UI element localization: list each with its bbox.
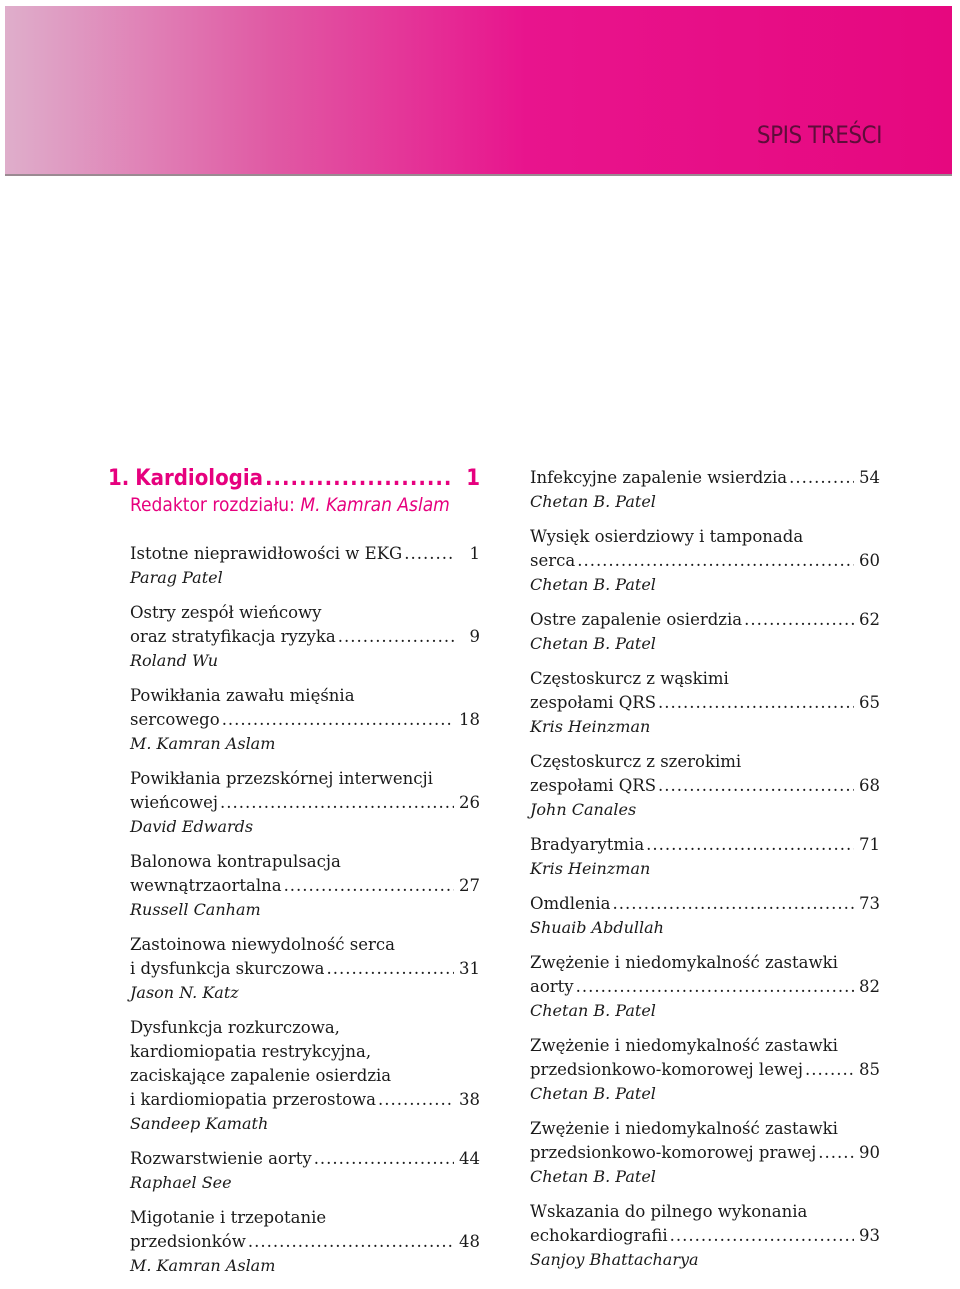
dot-leader (613, 892, 854, 916)
entry-title: sercowego (130, 710, 220, 729)
page-number: 82 (859, 977, 880, 996)
entry-link[interactable] (130, 874, 480, 898)
page-number: 27 (459, 876, 480, 895)
entry-link[interactable] (130, 708, 480, 732)
page-number: 26 (459, 793, 480, 812)
dot-leader (326, 957, 454, 981)
entry-title-line: Wysięk osierdziowy i tamponada (530, 527, 804, 546)
toc-entry (530, 667, 880, 739)
page-number: 18 (459, 710, 480, 729)
toc-entry (530, 951, 880, 1023)
dot-leader (222, 708, 454, 732)
toc-entry (530, 833, 880, 881)
dot-leader (658, 691, 854, 715)
page-number: 31 (459, 959, 480, 978)
entry-title-line: Powikłania przezskórnej interwencji (130, 769, 433, 788)
toc-entry (130, 1147, 480, 1195)
editor-label: Redaktor rozdziału: (130, 494, 295, 516)
entry-author: Sandeep Kamath (130, 1114, 269, 1133)
toc-entry (130, 1206, 480, 1278)
toc-entry (130, 767, 480, 839)
page-number: 85 (859, 1060, 880, 1079)
entry-title: Ostre zapalenie osierdzia (530, 610, 743, 629)
entry-title: Rozwarstwienie aorty (130, 1149, 312, 1168)
entry-title: i dysfunkcja skurczowa (130, 959, 325, 978)
dot-leader (378, 1088, 454, 1112)
entry-title-line: Balonowa kontrapulsacja (130, 852, 341, 871)
entry-title: i kardiomiopatia przerostowa (130, 1090, 376, 1109)
dot-leader (789, 466, 854, 490)
entry-author: Chetan B. Patel (530, 492, 656, 511)
dot-leader (646, 833, 854, 857)
entry-title-line: Zastoinowa niewydolność serca (130, 935, 395, 954)
entry-link[interactable] (530, 691, 880, 715)
page-number: 54 (859, 468, 880, 487)
entry-title-line: Częstoskurcz z wąskimi (530, 669, 729, 688)
toc-entry (530, 466, 880, 514)
entry-author: Chetan B. Patel (530, 1084, 656, 1103)
entry-title-line: Częstoskurcz z szerokimi (530, 752, 742, 771)
toc-entry (130, 542, 480, 590)
entry-link[interactable] (530, 892, 880, 916)
page-number: 44 (459, 1149, 480, 1168)
entry-link[interactable] (130, 1088, 480, 1112)
page-number: 93 (859, 1226, 880, 1245)
entry-author: Shuaib Abdullah (530, 918, 664, 937)
entry-link[interactable] (530, 549, 880, 573)
page-number: 48 (459, 1232, 480, 1251)
page-number: 38 (459, 1090, 480, 1109)
entry-link[interactable] (530, 608, 880, 632)
chapter-title-line[interactable] (108, 466, 480, 492)
chapter-heading (108, 466, 480, 518)
entry-author: David Edwards (130, 817, 254, 836)
entry-title: Bradyarytmia (530, 835, 645, 854)
entry-title: wieńcowej (130, 793, 218, 812)
entry-title-line: kardiomiopatia restrykcyjna, (130, 1042, 372, 1061)
toc-column-left (108, 466, 480, 1289)
entry-title-line: Ostry zespół wieńcowy (130, 603, 322, 622)
entry-author: Russell Canham (130, 900, 261, 919)
dot-leader (265, 466, 454, 492)
entry-title: Omdlenia (530, 894, 611, 913)
dot-leader (805, 1058, 854, 1082)
entry-title: przedsionkowo-komorowej prawej (530, 1143, 817, 1162)
toc-entry (530, 1200, 880, 1272)
toc-entry (530, 750, 880, 822)
chapter-title: Kardiologia (135, 466, 263, 491)
toc-column-right (530, 466, 880, 1283)
page-number: 60 (859, 551, 880, 570)
entry-link[interactable] (530, 1058, 880, 1082)
entry-author: Raphael See (130, 1173, 232, 1192)
entry-link[interactable] (130, 542, 480, 566)
entry-title-line: Zwężenie i niedomykalność zastawki (530, 1119, 838, 1138)
entry-link[interactable] (130, 1147, 480, 1171)
entry-author: Jason N. Katz (130, 983, 239, 1002)
entry-title-line: Zwężenie i niedomykalność zastawki (530, 953, 838, 972)
entry-author: Parag Patel (130, 568, 223, 587)
toc-entry (530, 1034, 880, 1106)
entry-author: Chetan B. Patel (530, 1001, 656, 1020)
editor-name: M. Kamran Aslam (300, 494, 450, 516)
toc-entry (130, 850, 480, 922)
dot-leader (404, 542, 454, 566)
entry-author: Kris Heinzman (530, 717, 651, 736)
entry-link[interactable] (530, 1141, 880, 1165)
toc-entry (130, 933, 480, 1005)
entry-title: wewnątrzaortalna (130, 876, 282, 895)
page-number: 62 (859, 610, 880, 629)
entry-title: przedsionkowo-komorowej lewej (530, 1060, 803, 1079)
entry-author: Chetan B. Patel (530, 634, 656, 653)
toc-entries-right (530, 466, 880, 1272)
dot-leader (576, 975, 854, 999)
entry-link[interactable] (530, 466, 880, 490)
dot-leader (670, 1224, 854, 1248)
entry-author: M. Kamran Aslam (130, 734, 276, 753)
entry-title-line: Wskazania do pilnego wykonania (530, 1202, 808, 1221)
entry-link[interactable] (530, 774, 880, 798)
entry-title: przedsionków (130, 1232, 246, 1251)
entry-author: Chetan B. Patel (530, 1167, 656, 1186)
chapter-editor (130, 492, 480, 518)
entry-title-line: Powikłania zawału mięśnia (130, 686, 355, 705)
toc-entry (530, 608, 880, 656)
entry-title-line: Dysfunkcja rozkurczowa, (130, 1018, 340, 1037)
chapter-number: 1. (108, 466, 130, 491)
entry-link[interactable] (130, 625, 480, 649)
entry-link[interactable] (130, 1230, 480, 1254)
toc-entry (130, 684, 480, 756)
toc-entry (130, 1016, 480, 1136)
page-number: 73 (859, 894, 880, 913)
entry-author: Chetan B. Patel (530, 575, 656, 594)
page-number: 71 (859, 835, 880, 854)
chapter-page: 1 (466, 466, 480, 491)
header-band (5, 6, 952, 176)
entry-title: serca (530, 551, 576, 570)
entry-title: zespołami QRS (530, 776, 657, 795)
entry-title: Istotne nieprawidłowości w EKG (130, 544, 403, 563)
toc-entries-left (130, 542, 480, 1278)
entry-title: aorty (530, 977, 574, 996)
dot-leader (314, 1147, 454, 1171)
dot-leader (220, 791, 454, 815)
toc-entry (530, 892, 880, 940)
entry-author: Kris Heinzman (530, 859, 651, 878)
entry-author: Sanjoy Bhattacharya (530, 1250, 699, 1269)
toc-entry (130, 601, 480, 673)
entry-title: oraz stratyfikacja ryzyka (130, 627, 336, 646)
dot-leader (248, 1230, 454, 1254)
page-number: 68 (859, 776, 880, 795)
entry-author: M. Kamran Aslam (130, 1256, 276, 1275)
entry-link[interactable] (530, 1224, 880, 1248)
page-number: 65 (859, 693, 880, 712)
page-title: SPIS TREŚCI (756, 121, 882, 149)
dot-leader (818, 1141, 854, 1165)
dot-leader (577, 549, 854, 573)
dot-leader (284, 874, 454, 898)
page-number: 90 (859, 1143, 880, 1162)
toc-entry (530, 525, 880, 597)
toc-entry (530, 1117, 880, 1189)
entry-link[interactable] (530, 975, 880, 999)
page-number: 1 (469, 544, 480, 563)
entry-title: zespołami QRS (530, 693, 657, 712)
dot-leader (338, 625, 454, 649)
entry-link[interactable] (130, 957, 480, 981)
entry-link[interactable] (130, 791, 480, 815)
entry-title-line: zaciskające zapalenie osierdzia (130, 1066, 392, 1085)
entry-author: John Canales (530, 800, 637, 819)
entry-title-line: Zwężenie i niedomykalność zastawki (530, 1036, 838, 1055)
entry-author: Roland Wu (130, 651, 219, 670)
page-number: 9 (469, 627, 480, 646)
entry-title: echokardiografii (530, 1226, 668, 1245)
entry-title: Infekcyjne zapalenie wsierdzia (530, 468, 788, 487)
entry-title-line: Migotanie i trzepotanie (130, 1208, 327, 1227)
dot-leader (744, 608, 854, 632)
entry-link[interactable] (530, 833, 880, 857)
dot-leader (658, 774, 854, 798)
